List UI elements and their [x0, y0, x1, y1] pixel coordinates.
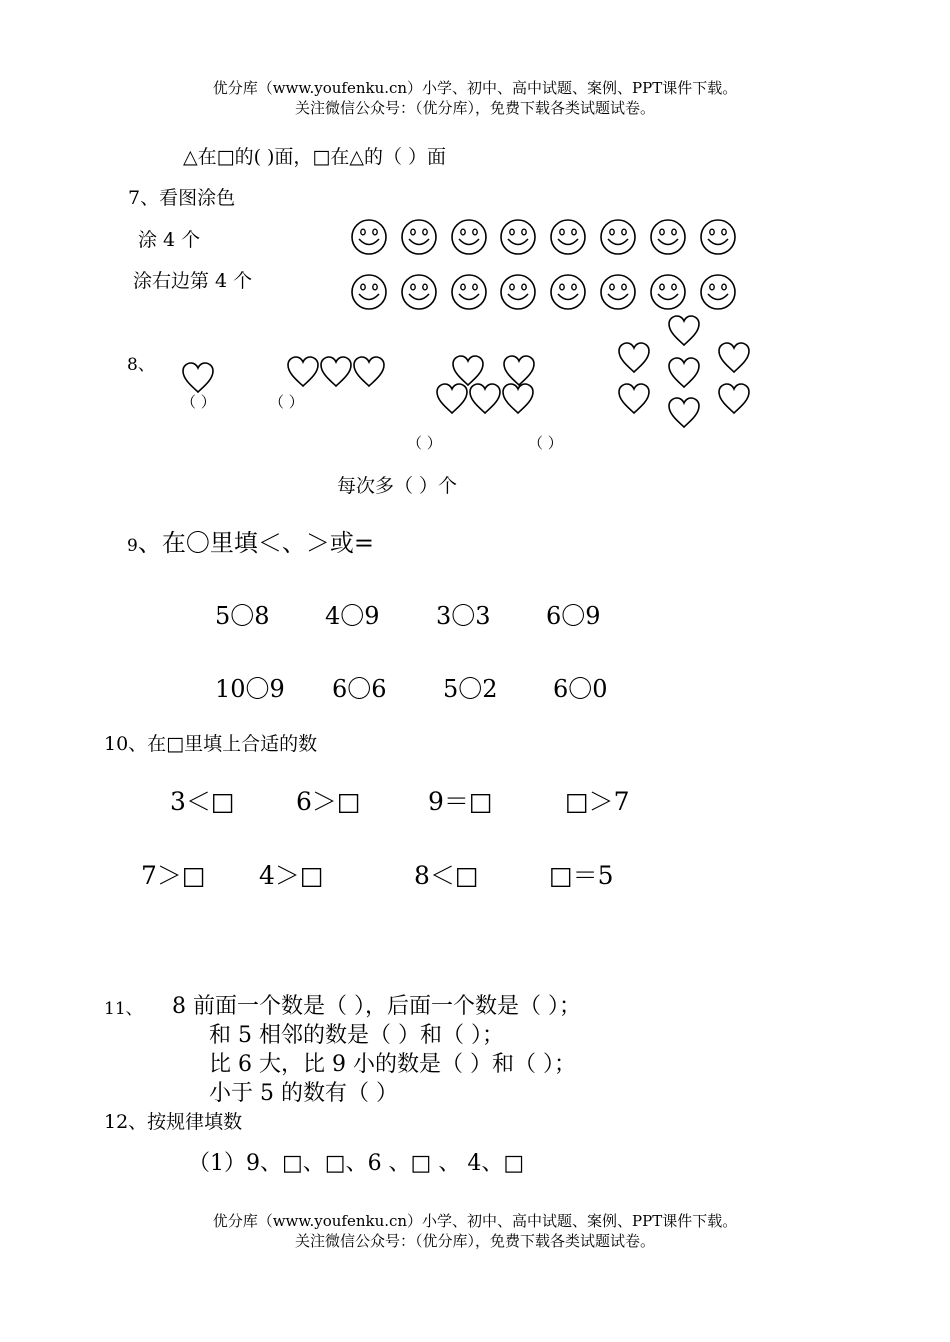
q6-position-line: △在□的( )面，□在△的（ ）面	[183, 146, 447, 168]
q11-line-2[interactable]: 和 5 相邻的数是（ ）和（ ）；	[209, 1023, 504, 1048]
q11-number: 11、	[104, 999, 143, 1019]
heart-icon	[667, 314, 701, 348]
heart-icon	[667, 396, 701, 430]
q11-line-4[interactable]: 小于 5 的数有（ ）	[209, 1081, 398, 1106]
heart-icon	[286, 355, 320, 389]
q9-r1-c3[interactable]: 3〇3	[436, 602, 491, 630]
q12-sequence[interactable]: （1）9、□、□、6 、□ 、 4、□	[188, 1151, 525, 1176]
heart-icon	[717, 341, 751, 375]
q9-r2-c4[interactable]: 6〇0	[553, 675, 608, 703]
smiley-face-icon[interactable]	[698, 217, 738, 257]
smiley-face-icon[interactable]	[349, 217, 389, 257]
q8-blank-3[interactable]: （ ）	[407, 434, 442, 452]
smiley-face-icon[interactable]	[498, 217, 538, 257]
heart-icon	[468, 382, 502, 416]
q9-r1-c4[interactable]: 6〇9	[546, 602, 601, 630]
q8-each-more: 每次多（ ）个	[337, 475, 458, 497]
q7-row1-label: 涂 4 个	[138, 229, 201, 251]
smiley-face-icon[interactable]	[698, 272, 738, 312]
heart-icon	[617, 341, 651, 375]
q9-r2-c3[interactable]: 5〇2	[443, 675, 498, 703]
q9-number: 9	[127, 536, 138, 556]
q10-r2-c3[interactable]: 8＜□	[414, 861, 479, 890]
q10-title: 10、在□里填上合适的数	[104, 733, 318, 755]
q8-number: 8、	[127, 355, 155, 375]
smiley-face-icon[interactable]	[498, 272, 538, 312]
heart-icon	[667, 356, 701, 390]
smiley-face-icon[interactable]	[349, 272, 389, 312]
q8-blank-4[interactable]: （ ）	[528, 434, 563, 452]
q10-r1-c1[interactable]: 3＜□	[170, 787, 235, 816]
heart-icon	[617, 382, 651, 416]
q9-r2-c2[interactable]: 6〇6	[332, 675, 387, 703]
heart-icon	[435, 382, 469, 416]
heart-icon	[181, 361, 215, 395]
smiley-face-icon[interactable]	[598, 272, 638, 312]
q9-r2-c1[interactable]: 10〇9	[215, 675, 285, 703]
q8-blank-2[interactable]: （ ）	[269, 393, 304, 411]
q9-title	[127, 523, 374, 558]
smiley-face-icon[interactable]	[648, 217, 688, 257]
header-line-1: 优分库（www.youfenku.cn）小学、初中、高中试题、案例、PPT课件下载。	[212, 79, 738, 97]
smiley-face-icon[interactable]	[399, 217, 439, 257]
smiley-face-icon[interactable]	[399, 272, 439, 312]
smiley-face-icon[interactable]	[449, 272, 489, 312]
heart-icon	[352, 355, 386, 389]
q9-text: 、在〇里填＜、＞或=	[137, 529, 374, 557]
q10-r1-c2[interactable]: 6＞□	[296, 787, 361, 816]
q12-title: 12、按规律填数	[104, 1111, 243, 1133]
heart-icon	[501, 382, 535, 416]
footer-line-2: 关注微信公众号：（优分库），免费下载各类试题试卷。	[294, 1232, 655, 1250]
smiley-face-icon[interactable]	[548, 272, 588, 312]
q7-title: 7、看图涂色	[128, 187, 236, 209]
q9-r1-c2[interactable]: 4〇9	[325, 602, 380, 630]
heart-icon	[717, 382, 751, 416]
q10-r2-c2[interactable]: 4＞□	[259, 861, 324, 890]
smiley-face-icon[interactable]	[648, 272, 688, 312]
heart-icon	[319, 355, 353, 389]
q10-r2-c1[interactable]: 7＞□	[141, 861, 206, 890]
q8-blank-1[interactable]: （ ）	[181, 393, 216, 411]
q7-row2-label: 涂右边第 4 个	[133, 270, 253, 292]
q11-line-1[interactable]: 8 前面一个数是（ ），后面一个数是（ ）；	[172, 994, 581, 1019]
q11-line-3[interactable]: 比 6 大，比 9 小的数是（ ）和（ ）；	[209, 1052, 576, 1077]
q10-r1-c4[interactable]: □＞7	[565, 787, 630, 816]
q10-r2-c4[interactable]: □＝5	[549, 861, 614, 890]
q10-r1-c3[interactable]: 9＝□	[428, 787, 493, 816]
smiley-face-icon[interactable]	[449, 217, 489, 257]
smiley-face-icon[interactable]	[548, 217, 588, 257]
footer-line-1: 优分库（www.youfenku.cn）小学、初中、高中试题、案例、PPT课件下载。	[212, 1212, 738, 1230]
header-line-2: 关注微信公众号：（优分库），免费下载各类试题试卷。	[294, 99, 655, 117]
smiley-face-icon[interactable]	[598, 217, 638, 257]
q9-r1-c1[interactable]: 5〇8	[215, 602, 270, 630]
